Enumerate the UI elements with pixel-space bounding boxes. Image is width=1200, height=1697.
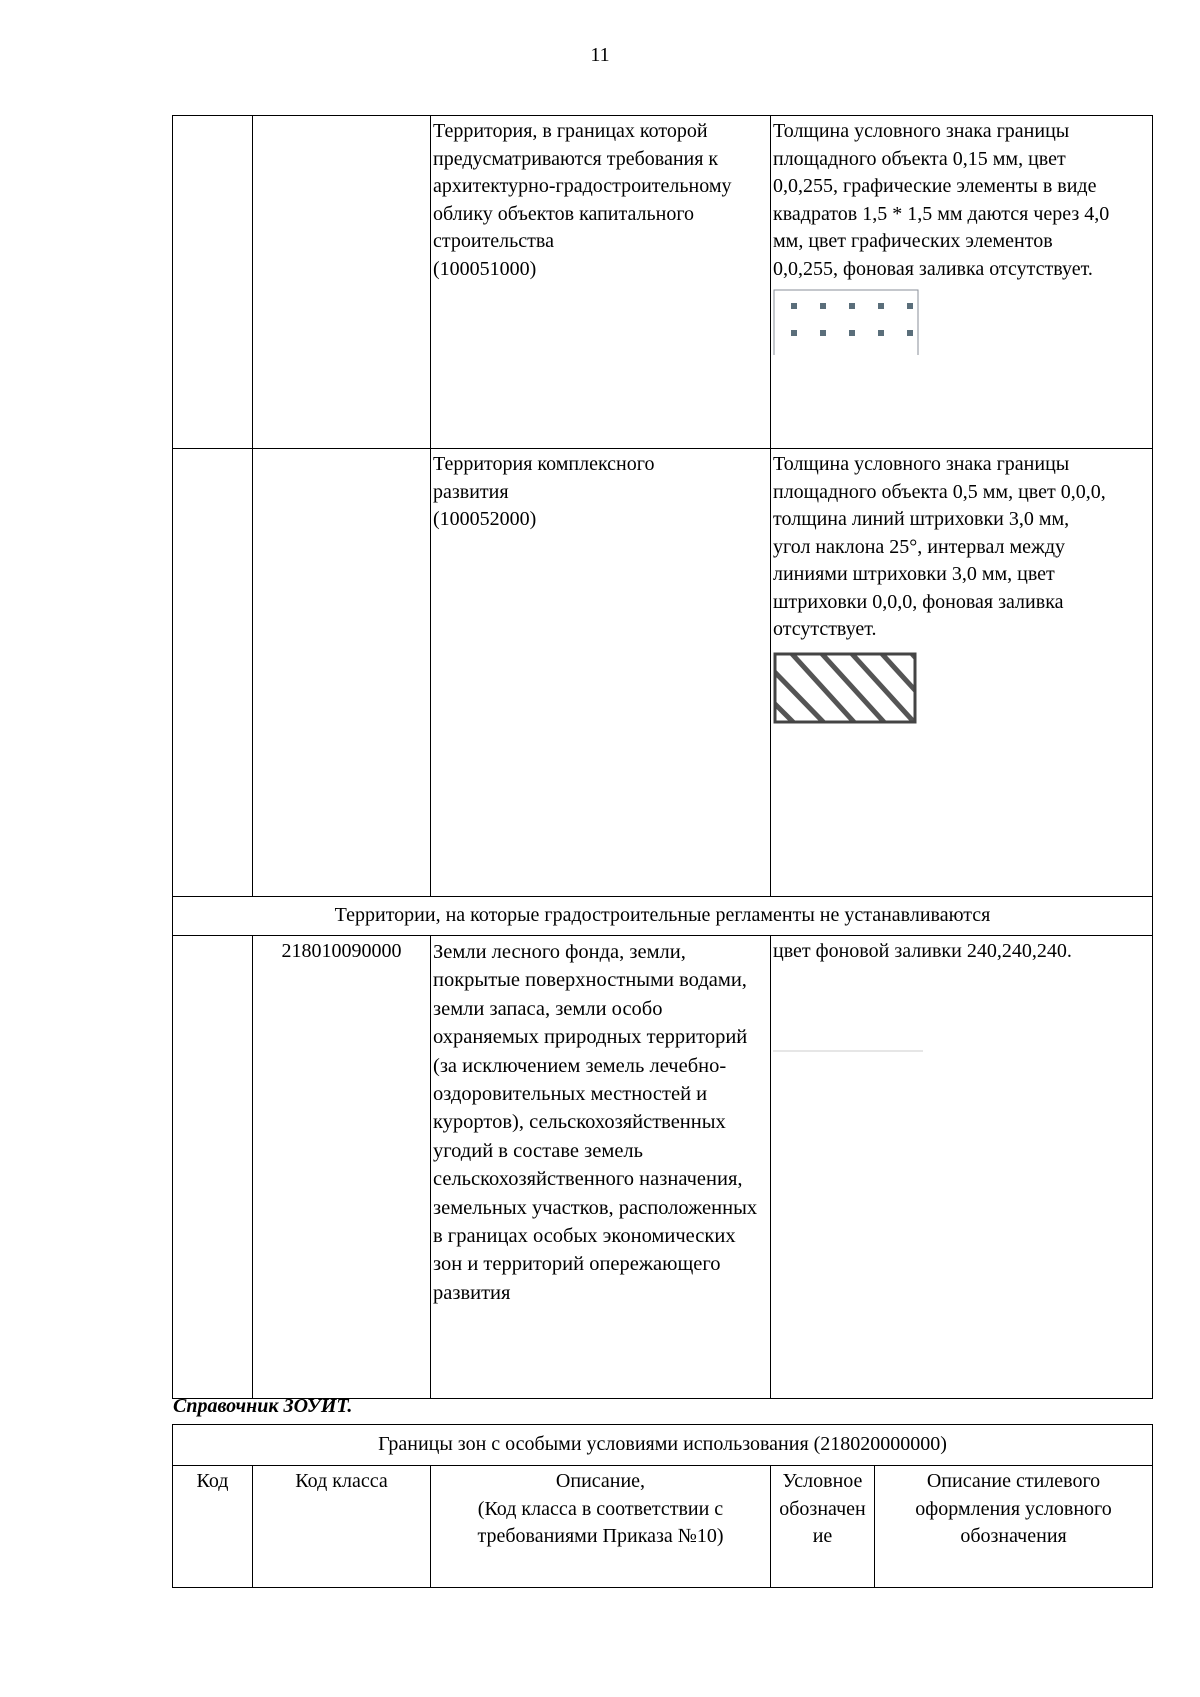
- diagonal-hatch-swatch: [773, 652, 917, 724]
- fill-swatch: [773, 1050, 923, 1052]
- code-cell: [173, 449, 253, 897]
- header-style-description: Описание стилевого оформления условного обозначения: [875, 1466, 1153, 1588]
- header-code: Код: [173, 1466, 253, 1588]
- description-text: Территория комплексного развития (100052000): [433, 451, 768, 534]
- table-row: [173, 1425, 1153, 1466]
- table-row: [173, 116, 1153, 449]
- legend-table: [172, 115, 1153, 1399]
- description-text: Территория, в границах которой предусматриваются требования к архитектурно-градостроительному облику объектов капитального строительства (100051000): [433, 118, 768, 283]
- description-cell: [431, 449, 771, 897]
- reference-caption: Справочник ЗОУИТ.: [173, 1395, 353, 1417]
- description-cell: [431, 936, 771, 1399]
- class-code-cell: 218010090000: [253, 936, 431, 1399]
- description-cell: [431, 116, 771, 449]
- zouit-table: [172, 1424, 1153, 1588]
- table-row: [173, 449, 1153, 897]
- table-row: [173, 897, 1153, 936]
- style-description-cell: [771, 116, 1153, 449]
- description-text: Земли лесного фонда, земли, покрытые поверхностными водами, земли запаса, земли особо охраняемых природных территорий (за исключением земель лечебно-оздоровительных местностей и курортов), сельскохозяйственных угодий в составе земель сельскохозяйственного назначения, земельных участков, расположенных в границах особых экономических зон и территорий опережающего развития: [433, 941, 758, 1304]
- class-code: (100051000): [433, 257, 537, 280]
- table-row: [173, 936, 1153, 1399]
- header-symbol: Условное обозначен ие: [771, 1466, 875, 1588]
- page-number: 11: [590, 44, 610, 66]
- class-code-cell: [253, 449, 431, 897]
- class-code-cell: [253, 116, 431, 449]
- header-class-code: Код класса: [253, 1466, 431, 1588]
- style-text: Толщина условного знака границы площадного объекта 0,5 мм, цвет 0,0,0, толщина линий штриховки 3,0 мм, угол наклона 25°, интервал между линиями штриховки 3,0 мм, цвет штриховки 0,0,0, фоновая заливка отсутствует.: [773, 453, 1106, 640]
- header-description: Описание, (Код класса в соответствии с требованиями Приказа №10): [431, 1466, 771, 1588]
- zouit-table-title: Границы зон с особыми условиями использования (218020000000): [173, 1425, 1153, 1466]
- style-text: Толщина условного знака границы площадного объекта 0,15 мм, цвет 0,0,255, графические элементы в виде квадратов 1,5 * 1,5 мм даются через 4,0 мм, цвет графических элементов 0,0,255, фоновая заливка отсутствует.: [773, 120, 1110, 280]
- style-description-cell: [771, 936, 1153, 1399]
- table-header-row: [173, 1466, 1153, 1588]
- class-code: (100052000): [433, 508, 537, 530]
- style-description-cell: [771, 449, 1153, 897]
- code-cell: [173, 116, 253, 449]
- dot-grid-swatch: [773, 289, 919, 359]
- code-cell: [173, 936, 253, 1399]
- section-header: Территории, на которые градостроительные регламенты не устанавливаются: [173, 897, 1153, 936]
- style-text: цвет фоновой заливки 240,240,240.: [773, 940, 1072, 962]
